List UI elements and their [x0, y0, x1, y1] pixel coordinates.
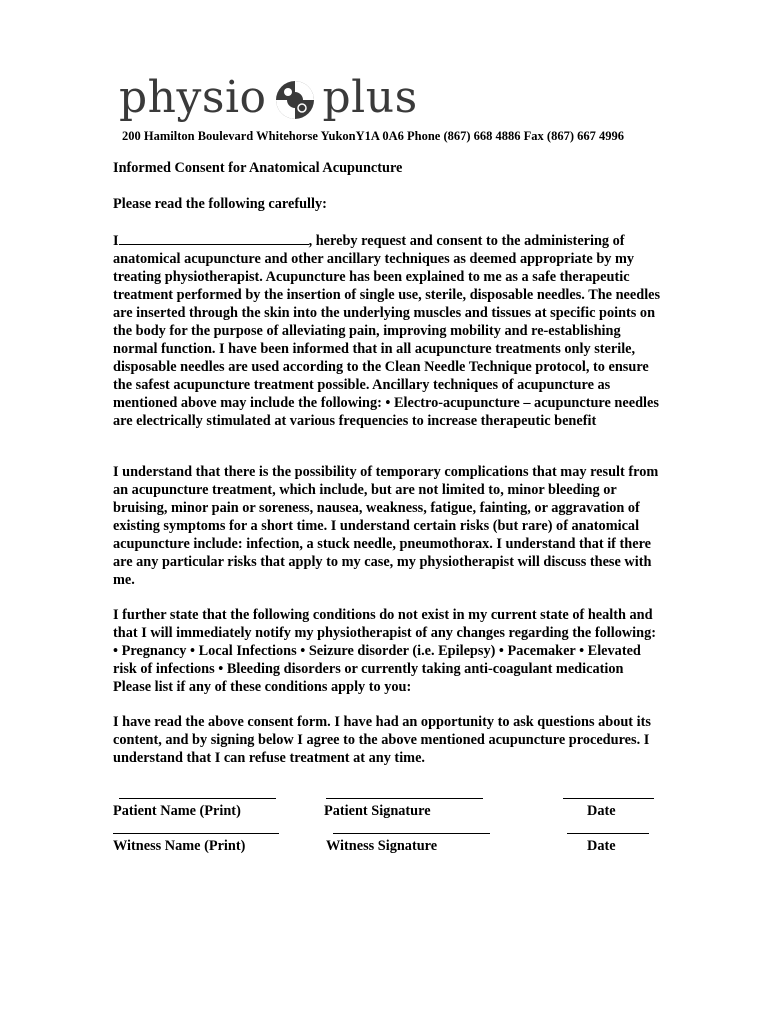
consent-lead-letter: I	[113, 233, 119, 249]
patient-signature-label: Patient Signature	[324, 803, 431, 819]
patient-name-label: Patient Name (Print)	[113, 803, 241, 819]
witness-name-line[interactable]	[113, 833, 279, 834]
date-label-2: Date	[587, 838, 616, 854]
consent-paragraph-risks: I understand that there is the possibility of temporary complications that may result from an acupuncture treatment, which include, but are not limited to, minor bleeding or bruising, minor pain or soreness, nausea, weakness, fatigue, fainting, or aggravation of existing symptoms for a short time. I understand certain risks (but rare) of anatomical acupuncture include: infection, a stuck needle, pneumothorax. I understand that if there are any particular risks that apply to my case, my physiotherapist will discuss these with me.	[113, 464, 659, 588]
date-line-1[interactable]	[563, 798, 654, 799]
consent-request-text: , hereby request and consent to the administering of anatomical acupuncture and other ancillary techniques as deemed appropriate by my treating physiotherapist. Acupuncture has been explained to me as a safe therapeutic treatment performed by the insertion of single use, sterile, disposable needles. The needles are inserted through the skin into the underlying muscles and tissues at specific points on the body for the purpose of alleviating pain, improving mobility and re-establishing normal function. I have been informed that in all acupuncture treatments only sterile, disposable needles are used according to the Clean Needle Technique protocol, to ensure the safest acupuncture treatment possible. Ancillary techniques of acupuncture as mentioned above may include the following: • Electro-acupuncture – acupuncture needles are electrically stimulated at various frequencies to increase therapeutic benefit	[113, 233, 661, 429]
date-label-1: Date	[587, 803, 616, 819]
document-title: Informed Consent for Anatomical Acupuncture	[113, 160, 403, 176]
logo-text-right: plus	[322, 72, 418, 123]
witness-signature-line[interactable]	[333, 833, 490, 834]
consent-paragraph-request	[113, 231, 661, 430]
witness-signature-label: Witness Signature	[326, 838, 438, 854]
patient-name-line[interactable]	[119, 798, 276, 799]
consent-paragraph-conditions: I further state that the following conditions do not exist in my current state of health and that I will immediately notify my physiotherapist of any changes regarding the following: • Pregnancy • Local Infections • Seizure disorder (i.e. Epilepsy) • Pacemaker • Elevated risk of infections • Bleeding disorders or currently taking anti-coagulant medication Please list if any of these conditions apply to you:	[113, 607, 657, 695]
logo-text-left: physio	[119, 72, 267, 123]
consent-paragraph-acknowledgement: I have read the above consent form. I have had an opportunity to ask questions about its content, and by signing below I agree to the above mentioned acupuncture procedures. I understand that I can refuse treatment at any time.	[113, 714, 651, 766]
logo-emblem-icon	[273, 78, 317, 122]
document-subtitle: Please read the following carefully:	[113, 196, 327, 212]
patient-signature-line[interactable]	[326, 798, 483, 799]
witness-name-label: Witness Name (Print)	[113, 838, 246, 854]
date-line-2[interactable]	[567, 833, 649, 834]
patient-name-blank[interactable]	[119, 231, 309, 245]
brand-logo	[119, 68, 418, 128]
clinic-address: 200 Hamilton Boulevard Whitehorse YukonY1A 0A6 Phone (867) 668 4886 Fax (867) 667 4996	[122, 129, 624, 143]
